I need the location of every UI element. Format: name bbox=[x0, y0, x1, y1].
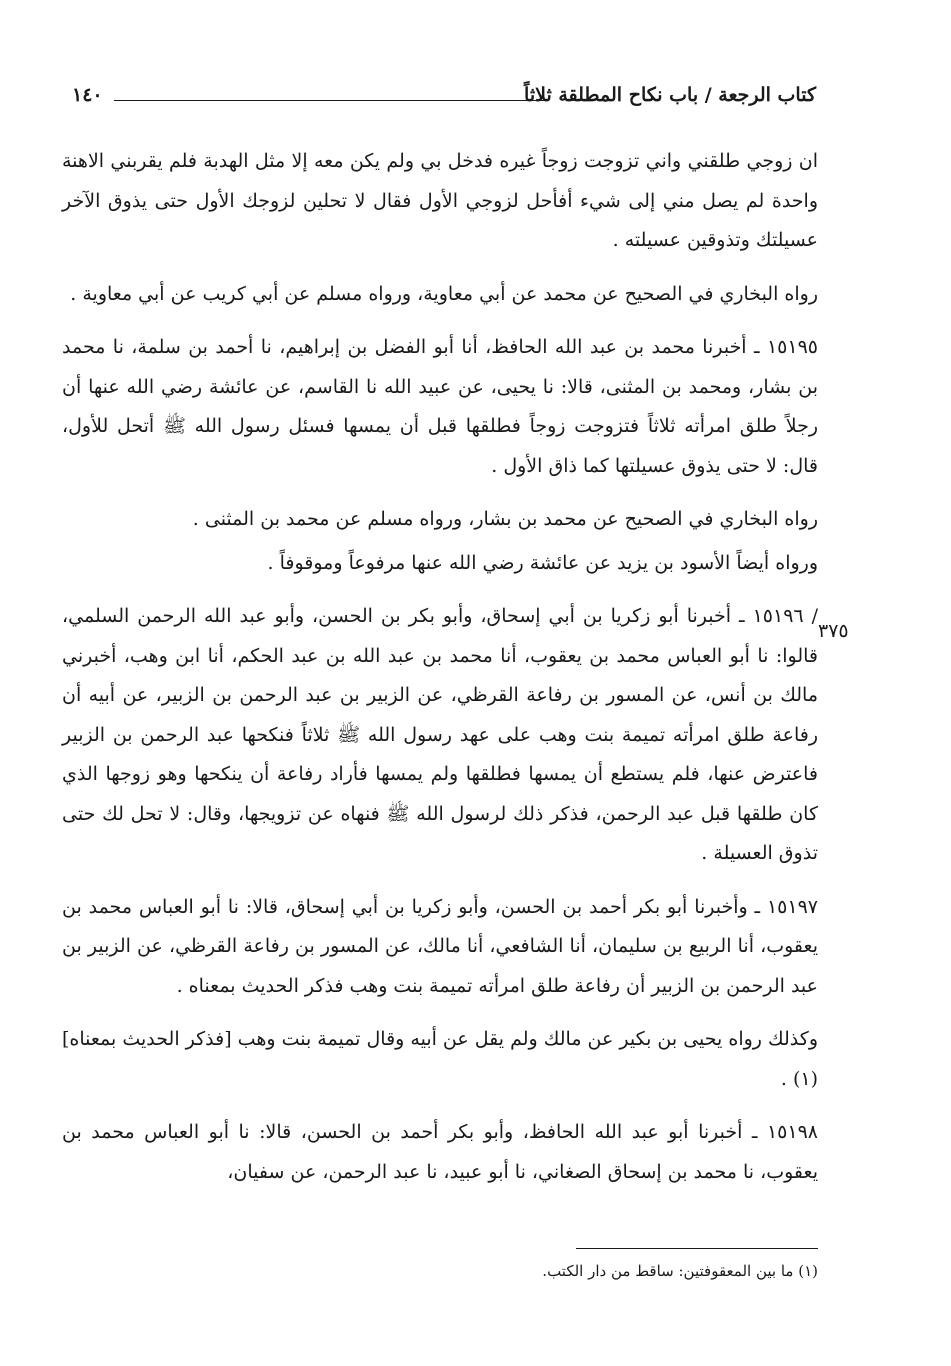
header-title: كتاب الرجعة / باب نكاح المطلقة ثلاثاً bbox=[524, 84, 816, 106]
paragraph-attribution: وكذلك رواه يحيى بن بكير عن مالك ولم يقل عن أبيه وقال تميمة بنت وهب [فذكر الحديث بمعناه](١) . bbox=[61, 1028, 818, 1090]
paragraph-hadith-15198: ١٥١٩٨ ـ أخبرنا أبو عبد الله الحافظ، وأبو بكر أحمد بن الحسن، قالا: نا أبو العباس محمد بن يعقوب، نا محمد بن إسحاق الصغاني، نا أبو عبيد، نا عبد الرحمن، عن سفيان، bbox=[62, 1121, 818, 1183]
page-number: ١٤٠ bbox=[72, 84, 103, 106]
paragraph-continuation: ان زوجي طلقني واني تزوجت زوجاً غيره فدخل بي ولم يكن معه إلا مثل الهدبة فلم يقربني الاهنة واحدة لم يصل مني إلى شيء أفأحل لزوجي الأول فقال لا تحلين لزوجك الأول حتى يذوق الآخر عسيلتك وتذوقين عسيلته . bbox=[62, 150, 818, 251]
paragraph-hadith-15196: / ١٥١٩٦ ـ أخبرنا أبو زكريا بن أبي إسحاق، وأبو بكر بن الحسن، وأبو عبد الله الرحمن السلمي، قالوا: نا أبو العباس محمد بن يعقوب، أنا محمد بن عبد الله بن عبد الحكم، أنا ابن وهب، أخبرني مالك بن أنس، عن المسور بن رفاعة القرظي، عن الزبير بن عبد الرحمن بن الزبير، عن أبيه أن رفاعة طلق امرأته تميمة بنت وهب على عهد رسول الله ﷺ ثلاثاً فنكحها عبد الرحمن بن الزبير فاعترض عنها، فلم يستطع أن يمسها فطلقها ولم يمسها فأراد رفاعة أن ينكحها وهو زوجها الذي كان طلقها قبل عبد الرحمن، فذكر ذلك لرسول الله ﷺ فنهاه عن تزويجها، وقال: لا تحل لك حتى تذوق العسيلة . bbox=[62, 605, 818, 864]
running-header bbox=[36, 80, 816, 114]
paragraph-attribution: ورواه أيضاً الأسود بن يزيد عن عائشة رضي الله عنها مرفوعاً وموقوفاً . bbox=[267, 551, 818, 574]
margin-page-reference: ٣٧٥ bbox=[818, 620, 849, 642]
paragraph-hadith-15195: ١٥١٩٥ ـ أخبرنا محمد بن عبد الله الحافظ، أنا أبو الفضل بن إبراهيم، نا أحمد بن سلمة، نا محمد بن بشار، ومحمد بن المثنى، قالا: نا يحيى، عن عبيد الله نا القاسم، عن عائشة رضي الله عنها أن رجلاً طلق امرأته ثلاثاً فتزوجت زوجاً فطلقها قبل أن يمسها فسئل رسول الله ﷺ أتحل للأول، قال: لا حتى يذوق عسيلتها كما ذاق الأول . bbox=[62, 336, 818, 477]
footnote: (١) ما بين المعقوفتين: ساقط من دار الكتب. bbox=[542, 1262, 818, 1280]
header-rule bbox=[114, 100, 546, 101]
main-text bbox=[62, 142, 818, 1206]
paragraph-attribution: رواه البخاري في الصحيح عن محمد عن أبي معاوية، ورواه مسلم عن أبي كريب عن أبي معاوية . bbox=[70, 282, 818, 305]
paragraph-hadith-15197: ١٥١٩٧ ـ وأخبرنا أبو بكر أحمد بن الحسن، وأبو زكريا بن أبي إسحاق، قالا: نا أبو العباس محمد بن يعقوب، أنا الربيع بن سليمان، أنا الشافعي، أنا مالك، عن المسور بن رفاعة القرظي، عن الزبير بن عبد الرحمن بن الزبير أن رفاعة طلق امرأته تميمة بنت وهب فذكر الحديث بمعناه . bbox=[62, 895, 818, 997]
footnote-rule bbox=[576, 1248, 818, 1249]
paragraph-attribution: رواه البخاري في الصحيح عن محمد بن بشار، ورواه مسلم عن محمد بن المثنى . bbox=[192, 508, 818, 530]
